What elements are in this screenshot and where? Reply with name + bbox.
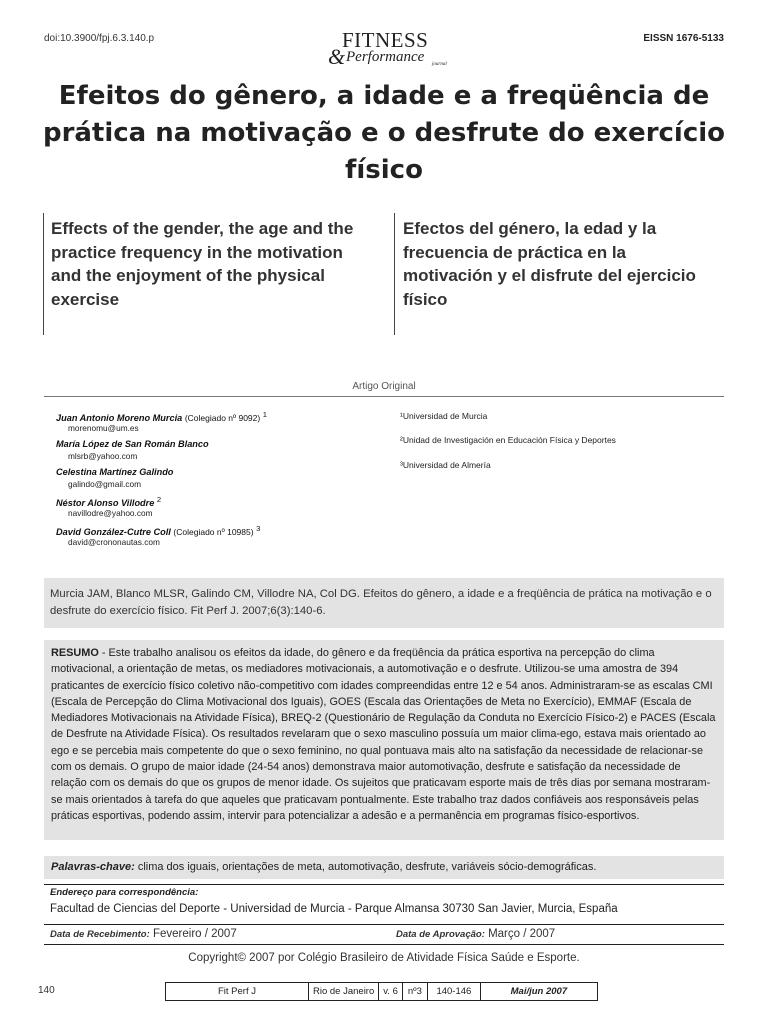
logo-ampersand: &: [328, 44, 346, 69]
article-type: Artigo Original: [352, 381, 416, 392]
footer-number: nº3: [402, 983, 427, 1001]
approved-label: Data de Aprovação:: [396, 929, 485, 940]
author-2: [56, 439, 209, 449]
doi: doi:10.3900/fpj.6.3.140.p: [44, 33, 155, 44]
author-registration: (Colegiado nº 9092): [184, 413, 261, 424]
separator-dates: [44, 924, 724, 925]
correspondence-address: Facultad de Ciencias del Deporte - Universidad de Murcia - Parque Almansa 30730 San Javier, Murcia, España: [50, 903, 618, 915]
separator-correspondence: [44, 884, 724, 885]
author-affiliation-mark: 3: [256, 524, 261, 533]
divider-middle: [394, 213, 395, 335]
separator-bottom: [44, 944, 724, 945]
page-number: 140: [38, 985, 55, 996]
author-email: navillodre@yahoo.com: [68, 508, 153, 518]
citation-box: [44, 578, 724, 628]
footer-volume: v. 6: [379, 983, 403, 1001]
keywords-box: [44, 856, 724, 879]
article-title: Efeitos do gênero, a idade e a freqüência de prática na motivação e o desfrute do exercício físico: [42, 81, 726, 185]
approved-value: Março / 2007: [484, 928, 556, 940]
footer-pages: 140-146: [427, 983, 480, 1001]
author-name: María López de San Román Blanco: [56, 439, 209, 449]
keywords-label: Palavras-chave:: [51, 861, 135, 873]
correspondence-label: Endereço para correspondência:: [50, 887, 199, 898]
abstract-text: - Este trabalho analisou os efeitos da idade, do gênero e da freqüência da prática esportiva na percepção do clima motivacional, a orientação de metas, os mediadores motivacionais, a automotivação e o desfrute. Utilizou-se uma amostra de 394 praticantes de exercício físico coletivo não-competitivo com idades compreendidas entre 12 e 54 anos. Administraram-se as escalas CMI (Escala de Percepção do Clima Motivacional dos Iguais), GOES (Escala das Orientações de Meta no Exercício), EMMAF (Escala de Mediadores Motivacionais na Atividade Física), BREQ-2 (Questionário de Regulação da Conduta no Exercício Físico-2) e PACES (Escala de Desfrute na Atividade Física). Os resultados revelaram que o sexo masculino possuía um maior clima-ego, estava mais orientado ao ego e se percebia mais competente do que o sexo feminino, no qual pontuava mais alto na satisfação da necessidade de relacionar-se com os demais. O grupo de maior idade (24-54 anos) demonstrava maior automotivação, desfrute e satisfação da necessidade de relação com os demais do que os grupos de menor idade. Os sujeitos que praticavam esporte mais de três dias por semana mostraram-se mais orientados à tarefa do que aqueles que praticavam pontualmente. Este trabalho traz dados confiáveis aos responsáveis pelas práticas esportivas, podendo assim, intervir para potencializar a adesão e a permanência em programas físico-esportivos.: [51, 647, 716, 822]
abstract-label: RESUMO: [51, 647, 99, 659]
separator-top: [44, 396, 724, 397]
keywords-text: clima dos iguais, orientações de meta, automotivação, desfrute, variáveis sócio-demográficas.: [134, 861, 597, 873]
affiliation-1: ¹Universidad de Murcia: [400, 411, 488, 421]
received-date: [50, 928, 237, 940]
abstract-box: [44, 640, 724, 840]
copyright: Copyright© 2007 por Colégio Brasileiro de Atividade Física Saúde e Esporte.: [188, 952, 580, 964]
subtitle-spanish: Efectos del género, la edad y la frecuencia de práctica en la motivación y el disfrute del ejercicio físico: [403, 219, 696, 309]
author-name: David González-Cutre Coll: [56, 527, 171, 538]
author-email: david@crononautas.com: [68, 537, 160, 547]
logo-performance: Performance: [346, 49, 425, 65]
approved-date: [396, 928, 555, 940]
author-4: [56, 495, 161, 508]
author-affiliation-mark: 1: [262, 410, 268, 419]
author-email: morenomu@um.es: [68, 423, 139, 433]
footer-citation-table: [165, 982, 598, 1001]
footer-journal: Fit Perf J: [166, 983, 309, 1001]
affiliation-2: ²Unidad de Investigación en Educación Física y Deportes: [400, 435, 616, 445]
journal-logo: [328, 28, 448, 72]
affiliation-3: ³Universidad de Almería: [400, 460, 491, 470]
author-3: [56, 467, 173, 477]
received-value: Fevereiro / 2007: [149, 928, 237, 940]
author-5: [56, 524, 260, 537]
eissn: EISSN 1676-5133: [643, 33, 724, 44]
logo-journal: journal: [432, 62, 447, 67]
subtitle-english: Effects of the gender, the age and the practice frequency in the motivation and the enjoyment of the physical exercise: [51, 219, 354, 309]
author-name: Néstor Alonso Villodre: [56, 498, 155, 509]
footer-city: Rio de Janeiro: [309, 983, 379, 1001]
author-email: galindo@gmail.com: [68, 479, 141, 489]
author-affiliation-mark: 2: [156, 495, 162, 504]
author-email: mlsrb@yahoo.com: [68, 451, 138, 461]
divider-left: [43, 213, 44, 335]
footer-period: Mai/jun 2007: [480, 983, 597, 1001]
author-1: [56, 410, 267, 423]
author-registration: (Colegiado nº 10985): [173, 527, 254, 538]
author-name: Celestina Martínez Galindo: [56, 467, 174, 477]
citation-text: Murcia JAM, Blanco MLSR, Galindo CM, Villodre NA, Col DG. Efeitos do gênero, a idade e a freqüência de prática na motivação e o desfrute do exercício físico. Fit Perf J. 2007;6(3):140-6.: [50, 588, 712, 617]
received-label: Data de Recebimento:: [50, 929, 150, 940]
logo-fitness: FITNESS: [342, 28, 429, 52]
author-name: Juan Antonio Moreno Murcia: [56, 413, 183, 424]
